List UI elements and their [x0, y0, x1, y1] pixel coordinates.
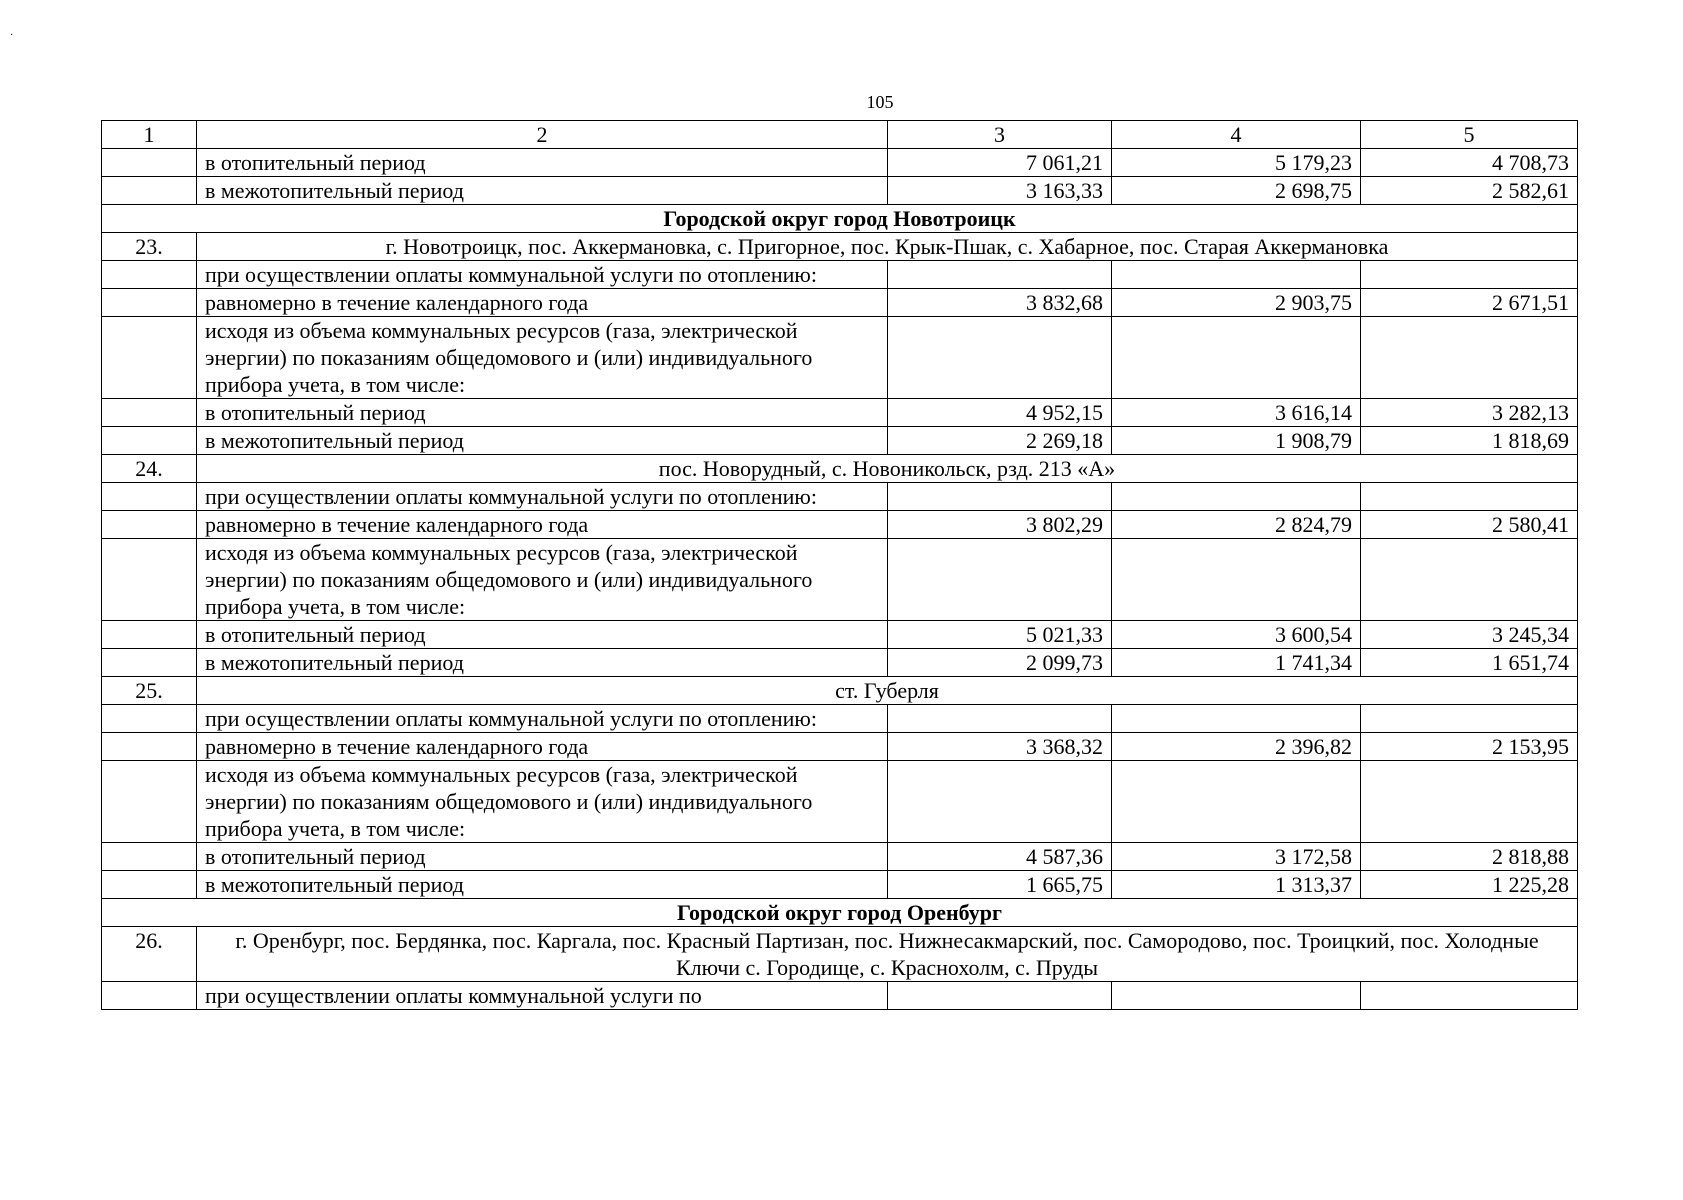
value-col-3 [888, 982, 1112, 1010]
section-title: Городской округ город Оренбург [102, 899, 1578, 927]
header-row [102, 121, 1578, 149]
section-row [102, 899, 1578, 927]
row-number [102, 761, 197, 843]
value-col-3: 2 269,18 [888, 427, 1112, 455]
table-row [102, 733, 1578, 761]
value-col-4: 2 698,75 [1112, 177, 1361, 205]
table-row [102, 982, 1578, 1010]
row-number [102, 177, 197, 205]
table-row [102, 289, 1578, 317]
row-label: равномерно в течение календарного года [197, 511, 888, 539]
value-col-4: 3 172,58 [1112, 843, 1361, 871]
value-col-5: 2 582,61 [1361, 177, 1578, 205]
table-row [102, 649, 1578, 677]
row-label: в отопительный период [197, 843, 888, 871]
value-col-3: 1 665,75 [888, 871, 1112, 899]
row-number [102, 427, 197, 455]
value-col-5 [1361, 982, 1578, 1010]
table-row [102, 761, 1578, 843]
location-title: г. Новотроицк, пос. Аккермановка, с. Пригорное, пос. Крык-Пшак, с. Хабарное, пос. Старая Аккермановка [197, 233, 1578, 261]
row-label: равномерно в течение календарного года [197, 289, 888, 317]
value-col-5: 3 245,34 [1361, 621, 1578, 649]
value-col-5: 2 153,95 [1361, 733, 1578, 761]
value-col-3: 7 061,21 [888, 149, 1112, 177]
value-col-5 [1361, 483, 1578, 511]
value-col-4 [1112, 261, 1361, 289]
value-col-4: 1 908,79 [1112, 427, 1361, 455]
table-row [102, 399, 1578, 427]
value-col-5: 4 708,73 [1361, 149, 1578, 177]
value-col-4 [1112, 982, 1361, 1010]
value-col-3 [888, 705, 1112, 733]
row-number [102, 843, 197, 871]
row-number [102, 982, 197, 1010]
row-number: 24. [102, 455, 197, 483]
value-col-4 [1112, 483, 1361, 511]
row-number [102, 511, 197, 539]
row-label: в отопительный период [197, 399, 888, 427]
table-row [102, 539, 1578, 621]
row-label: при осуществлении оплаты коммунальной услуги по отоплению: [197, 261, 888, 289]
value-col-5 [1361, 261, 1578, 289]
section-title: Городской округ город Новотроицк [102, 205, 1578, 233]
section-row [102, 205, 1578, 233]
row-number [102, 483, 197, 511]
value-col-4: 3 616,14 [1112, 399, 1361, 427]
row-number: 25. [102, 677, 197, 705]
value-col-4 [1112, 705, 1361, 733]
row-number [102, 317, 197, 399]
value-col-4 [1112, 761, 1361, 843]
value-col-3: 3 368,32 [888, 733, 1112, 761]
row-number [102, 399, 197, 427]
value-col-4: 2 396,82 [1112, 733, 1361, 761]
value-col-5 [1361, 317, 1578, 399]
table-row [102, 705, 1578, 733]
table-row [102, 149, 1578, 177]
header-cell: 1 [102, 121, 197, 149]
value-col-5: 1 818,69 [1361, 427, 1578, 455]
row-number [102, 705, 197, 733]
value-col-3 [888, 483, 1112, 511]
value-col-3: 3 832,68 [888, 289, 1112, 317]
tariff-table [101, 120, 1578, 1010]
row-label: исходя из объема коммунальных ресурсов (газа, электрической энергии) по показаниям общедомового и (или) индивидуального прибора учета, в том числе: [197, 761, 888, 843]
row-number [102, 289, 197, 317]
value-col-5: 2 818,88 [1361, 843, 1578, 871]
row-label: при осуществлении оплаты коммунальной услуги по отоплению: [197, 483, 888, 511]
value-col-5: 1 651,74 [1361, 649, 1578, 677]
row-label: в межотопительный период [197, 649, 888, 677]
table-row [102, 621, 1578, 649]
row-label: исходя из объема коммунальных ресурсов (газа, электрической энергии) по показаниям общедомового и (или) индивидуального прибора учета, в том числе: [197, 539, 888, 621]
row-number [102, 733, 197, 761]
row-label: при осуществлении оплаты коммунальной услуги по [197, 982, 888, 1010]
value-col-3 [888, 539, 1112, 621]
value-col-4: 5 179,23 [1112, 149, 1361, 177]
value-col-5 [1361, 705, 1578, 733]
value-col-3: 3 163,33 [888, 177, 1112, 205]
value-col-4: 3 600,54 [1112, 621, 1361, 649]
value-col-5: 2 671,51 [1361, 289, 1578, 317]
value-col-3 [888, 261, 1112, 289]
location-row [102, 233, 1578, 261]
row-label: в отопительный период [197, 149, 888, 177]
table-row [102, 483, 1578, 511]
value-col-3 [888, 317, 1112, 399]
row-number [102, 649, 197, 677]
table-row [102, 317, 1578, 399]
table-row [102, 511, 1578, 539]
row-label: в межотопительный период [197, 427, 888, 455]
table-row [102, 177, 1578, 205]
location-row [102, 455, 1578, 483]
location-row [102, 677, 1578, 705]
table-row [102, 427, 1578, 455]
location-title: пос. Новорудный, с. Новоникольск, рзд. 213 «А» [197, 455, 1578, 483]
row-label: в межотопительный период [197, 177, 888, 205]
row-number [102, 149, 197, 177]
value-col-5: 2 580,41 [1361, 511, 1578, 539]
value-col-4 [1112, 317, 1361, 399]
row-number [102, 871, 197, 899]
location-row [102, 927, 1578, 982]
value-col-4: 2 824,79 [1112, 511, 1361, 539]
scan-mark: · [10, 30, 14, 41]
value-col-3: 5 021,33 [888, 621, 1112, 649]
value-col-5 [1361, 761, 1578, 843]
header-cell: 3 [888, 121, 1112, 149]
value-col-5 [1361, 539, 1578, 621]
value-col-5: 3 282,13 [1361, 399, 1578, 427]
row-number [102, 261, 197, 289]
row-number: 23. [102, 233, 197, 261]
row-label: в отопительный период [197, 621, 888, 649]
row-number [102, 539, 197, 621]
value-col-4: 1 741,34 [1112, 649, 1361, 677]
value-col-3: 4 587,36 [888, 843, 1112, 871]
page-number: 105 [866, 92, 894, 112]
value-col-4 [1112, 539, 1361, 621]
value-col-3: 3 802,29 [888, 511, 1112, 539]
value-col-5: 1 225,28 [1361, 871, 1578, 899]
table-row [102, 261, 1578, 289]
table-row [102, 871, 1578, 899]
row-label: равномерно в течение календарного года [197, 733, 888, 761]
header-cell: 5 [1361, 121, 1578, 149]
value-col-4: 2 903,75 [1112, 289, 1361, 317]
header-cell: 4 [1112, 121, 1361, 149]
row-label: в межотопительный период [197, 871, 888, 899]
location-title: ст. Губерля [197, 677, 1578, 705]
header-cell: 2 [197, 121, 888, 149]
value-col-3: 2 099,73 [888, 649, 1112, 677]
table-row [102, 843, 1578, 871]
row-number [102, 621, 197, 649]
row-label: исходя из объема коммунальных ресурсов (газа, электрической энергии) по показаниям общедомового и (или) индивидуального прибора учета, в том числе: [197, 317, 888, 399]
row-number: 26. [102, 927, 197, 982]
value-col-3: 4 952,15 [888, 399, 1112, 427]
row-label: при осуществлении оплаты коммунальной услуги по отоплению: [197, 705, 888, 733]
value-col-4: 1 313,37 [1112, 871, 1361, 899]
location-title: г. Оренбург, пос. Бердянка, пос. Каргала, пос. Красный Партизан, пос. Нижнесакмарский, пос. Самородово, пос. Троицкий, пос. Холодные Ключи с. Городище, с. Краснохолм, с. Пруды [197, 927, 1578, 982]
value-col-3 [888, 761, 1112, 843]
